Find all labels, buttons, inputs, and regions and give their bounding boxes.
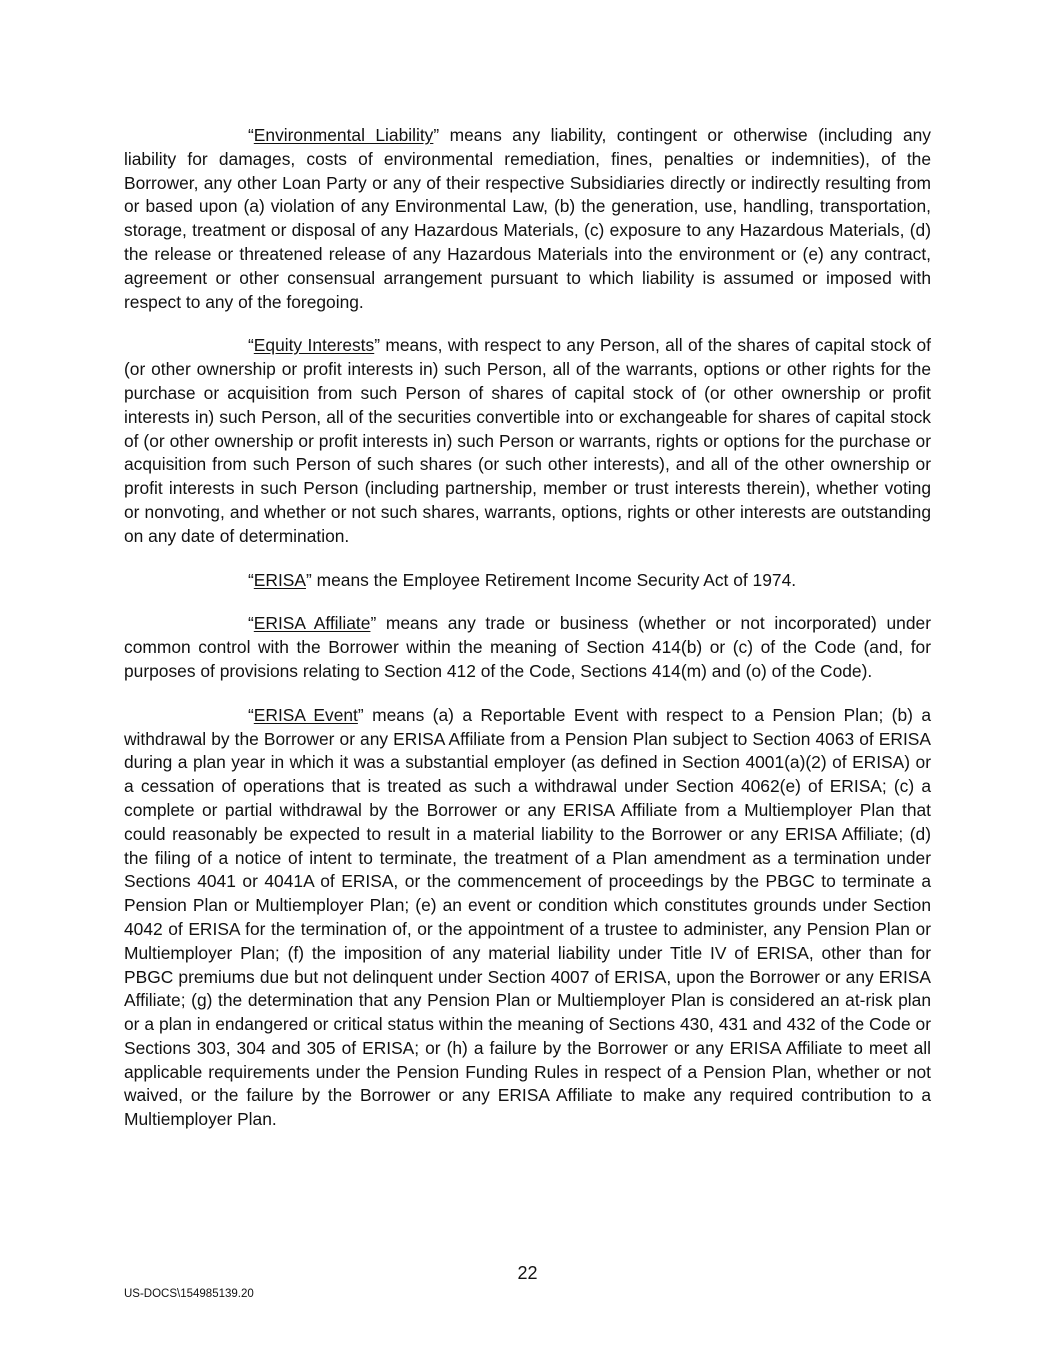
definition-text: means the Employee Retirement Income Security Act of 1974.: [311, 569, 797, 590]
defined-term: ERISA: [253, 569, 306, 590]
definition-equity-interests: “Equity Interests” means, with respect to any Person, all of the shares of capital stock of (or other ownership or profit interests in) such Person, all of the warrants, options or other rights for the purchase or acquisition from such Person of shares of capital stock of (or other ownership or profit interests in) such Person, all of the securities convertible into or exchangeable for shares of capital stock of (or other ownership or profit interests in) such Person or warrants, rights or options for the purchase or acquisition from such Person of such shares (or such other interests), and all of the other ownership or profit interests in such Person (including partnership, member or trust interests therein), whether voting or nonvoting, and whether or not such shares, warrants, options, rights or other interests are outstanding on any date of determination.: [124, 335, 932, 546]
defined-term: Equity Interests: [253, 335, 375, 356]
definition-text: means any liability, contingent or otherwise (including any liability for damages, costs of environmental remediation, fines, penalties or indemnities), of the Borrower, any other Loan Party or any of their respective Subsidiaries directly or indirectly resulting from or based upon (a) violation of any Environmental Law, (b) the generation, use, handling, transportation, storage, treatment or disposal of any Hazardous Materials, (c) exposure to any Hazardous Materials, (d) the release or threatened release of any Hazardous Materials into the environment or (e) any contract, agreement or other consensual arrangement pursuant to which liability is assumed or imposed with respect to any of the foregoing.: [124, 125, 931, 312]
definitions-section: [124, 124, 931, 1152]
definition-text: means, with respect to any Person, all of the shares of capital stock of (or other ownership or profit interests in) such Person, all of the warrants, options or other rights for the purchase or acquisition from such Person of shares of capital stock of (or other ownership or profit interests in) such Person, all of the securities convertible into or exchangeable for shares of capital stock of (or other ownership or profit interests in) such Person or warrants, rights or options for the purchase or acquisition from such Person of such shares (or such other interests), and all of the other ownership or profit interests in such Person (including partnership, member or trust interests therein), whether voting or nonvoting, and whether or not such shares, warrants, options, rights or other interests are outstanding on any date of determination.: [124, 335, 932, 546]
definition-erisa-event: “ERISA Event” means (a) a Reportable Event with respect to a Pension Plan; (b) a withdrawal by the Borrower or any ERISA Affiliate from a Pension Plan subject to Section 4063 of ERISA during a plan year in which it was a substantial employer (as defined in Section 4001(a)(2) of ERISA) or a cessation of operations that is treated as such a withdrawal under Section 4062(e) of ERISA; (c) a complete or partial withdrawal by the Borrower or any ERISA Affiliate from a Multiemployer Plan that could reasonably be expected to result in a material liability to the Borrower or any ERISA Affiliate; (d) the filing of a notice of intent to terminate, the treatment of a Plan amendment as a termination under Sections 4041 or 4041A of ERISA, or the commencement of proceedings by the PBGC to terminate a Pension Plan or Multiemployer Plan; (e) an event or condition which constitutes grounds under Section 4042 of ERISA for the termination of, or the appointment of a trustee to administer, any Pension Plan or Multiemployer Plan; (f) the imposition of any material liability under Title IV of ERISA, other than for PBGC premiums due but not delinquent under Section 4007 of ERISA, upon the Borrower or any ERISA Affiliate; (g) the determination that any Pension Plan or Multiemployer Plan is considered an at-risk plan or a plan in endangered or critical status within the meaning of Sections 430, 431 and 432 of the Code or Sections 303, 304 and 305 of ERISA; or (h) a failure by the Borrower or any ERISA Affiliate to meet all applicable requirements under the Pension Funding Rules in respect of a Pension Plan, whether or not waived, or the failure by the Borrower or any ERISA Affiliate to make any required contribution to a Multiemployer Plan.: [124, 704, 931, 1130]
definition-environmental-liability: “Environmental Liability” means any liability, contingent or otherwise (including any liability for damages, costs of environmental remediation, fines, penalties or indemnities), of the Borrower, any other Loan Party or any of their respective Subsidiaries directly or indirectly resulting from or based upon (a) violation of any Environmental Law, (b) the generation, use, handling, transportation, storage, treatment or disposal of any Hazardous Materials, (c) exposure to any Hazardous Materials, (d) the release or threatened release of any Hazardous Materials into the environment or (e) any contract, agreement or other consensual arrangement pursuant to which liability is assumed or imposed with respect to any of the foregoing.: [124, 125, 931, 312]
defined-term: ERISA Event: [253, 704, 358, 725]
definition-text: means (a) a Reportable Event with respect to a Pension Plan; (b) a withdrawal by the Borrower or any ERISA Affiliate from a Pension Plan subject to Section 4063 of ERISA during a plan year in which it was a substantial employer (as defined in Section 4001(a)(2) of ERISA) or a cessation of operations that is treated as such a withdrawal under Section 4062(e) of ERISA; (c) a complete or partial withdrawal by the Borrower or any ERISA Affiliate from a Multiemployer Plan that could reasonably be expected to result in a material liability to the Borrower or any ERISA Affiliate; (d) the filing of a notice of intent to terminate, the treatment of a Plan amendment as a termination under Sections 4041 or 4041A of ERISA, or the commencement of proceedings by the PBGC to terminate a Pension Plan or Multiemployer Plan; (e) an event or condition which constitutes grounds under Section 4042 of ERISA for the termination of, or the appointment of a trustee to administer, any Pension Plan or Multiemployer Plan; (f) the imposition of any material liability under Title IV of ERISA, other than for PBGC premiums due but not delinquent under Section 4007 of ERISA, upon the Borrower or any ERISA Affiliate; (g) the determination that any Pension Plan or Multiemployer Plan is considered an at-risk plan or a plan in endangered or critical status within the meaning of Sections 430, 431 and 432 of the Code or Sections 303, 304 and 305 of ERISA; or (h) a failure by the Borrower or any ERISA Affiliate to meet all applicable requirements under the Pension Funding Rules in respect of a Pension Plan, whether or not waived, or the failure by the Borrower or any ERISA Affiliate to make any required contribution to a Multiemployer Plan.: [124, 704, 931, 1130]
document-id: US-DOCS\154985139.20: [124, 1288, 254, 1300]
definition-text: means any trade or business (whether or not incorporated) under common control with the Borrower within the meaning of Section 414(b) or (c) of the Code (and, for purposes of provisions relating to Section 412 of the Code, Sections 414(m) and (o) of the Code).: [124, 613, 931, 681]
definition-erisa-affiliate: “ERISA Affiliate” means any trade or business (whether or not incorporated) under common control with the Borrower within the meaning of Section 414(b) or (c) of the Code (and, for purposes of provisions relating to Section 412 of the Code, Sections 414(m) and (o) of the Code).: [124, 613, 931, 681]
page-number: 22: [517, 1263, 538, 1283]
defined-term: ERISA Affiliate: [253, 613, 371, 634]
defined-term: Environmental Liability: [253, 125, 434, 145]
definition-erisa: “ERISA” means the Employee Retirement Income Security Act of 1974.: [248, 569, 797, 590]
